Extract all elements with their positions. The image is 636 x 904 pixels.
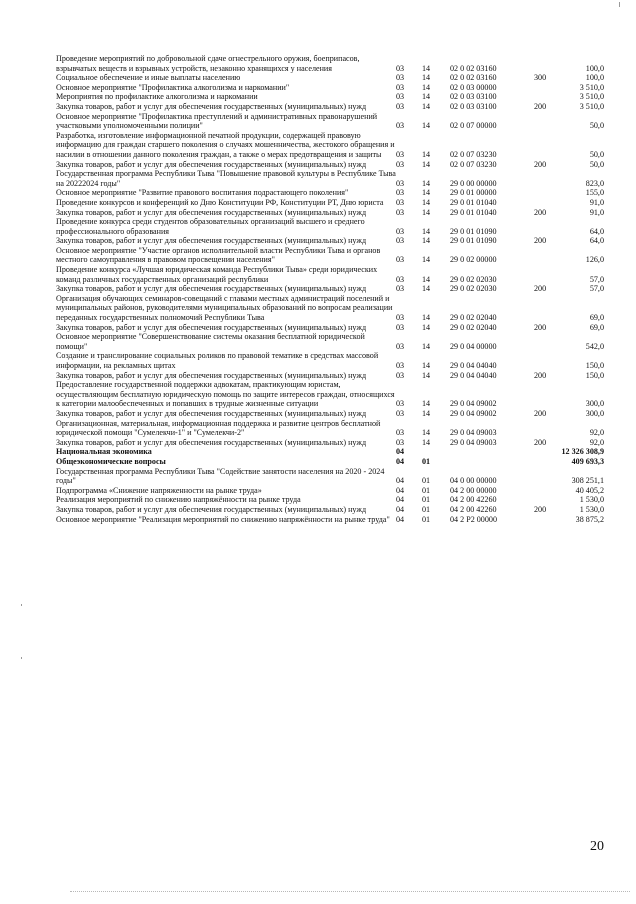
row-amount: 69,0 — [589, 322, 604, 332]
row-amount: 300,0 — [585, 399, 604, 409]
budget-table — [56, 54, 604, 524]
row-section-code: 03 — [396, 361, 405, 370]
row-name: Организация обучающих семинаров-совещаний с главами местных администраций поселений и муниципальных районов, руководителями муниципальных образований по вопросам реализации переданных государственных полномочий Республики Тыва — [56, 293, 393, 323]
row-subsection-code: 14 — [422, 370, 431, 380]
row-target-article: 04 2 00 42260 — [450, 495, 497, 505]
row-expense-type: 200 — [534, 504, 547, 514]
row-target-article: 29 0 04 04040 — [450, 370, 497, 380]
table-row — [56, 447, 604, 457]
scan-mark — [619, 2, 620, 7]
row-expense-type — [534, 188, 560, 198]
row-amount: 57,0 — [589, 284, 604, 294]
row-expense-type: 200 — [534, 322, 547, 332]
row-amount: 823,0 — [585, 178, 604, 188]
row-target-article: 29 0 01 01090 — [450, 226, 497, 236]
row-target-article: 29 0 02 02040 — [450, 313, 497, 323]
row-target-article: 02 0 03 00000 — [450, 82, 497, 92]
row-section-code: 04 — [396, 447, 405, 457]
row-amount: 100,0 — [585, 63, 604, 73]
row-target-article: 02 0 02 03160 — [450, 63, 497, 73]
table-row — [56, 294, 604, 323]
row-expense-type: 200 — [534, 370, 547, 380]
row-target-article: 02 0 07 03230 — [450, 159, 497, 169]
row-amount: 1 530,0 — [579, 495, 604, 505]
row-section-code: 03 — [396, 121, 405, 131]
table-row — [56, 505, 604, 515]
row-target-article: 02 0 02 03160 — [450, 73, 497, 83]
table-row — [56, 380, 604, 409]
row-section-code: 03 — [396, 313, 405, 323]
row-name: Государственная программа Республики Тыва "Содействие занятости населения на 2020 - 2024 годы" — [56, 466, 385, 486]
table-row — [56, 486, 604, 496]
row-subsection-code: 14 — [422, 341, 431, 351]
row-expense-type — [534, 486, 560, 496]
row-expense-type — [534, 467, 560, 486]
row-target-article: 29 0 01 00000 — [450, 188, 497, 198]
row-target-article: 29 0 04 00000 — [450, 341, 497, 351]
row-name: Закупка товаров, работ и услуг для обеспечения государственных (муниципальных) нужд — [56, 408, 367, 418]
row-section-code: 03 — [396, 149, 405, 159]
row-expense-type: 200 — [534, 284, 547, 294]
row-name: Основное мероприятие "Реализация мероприятий по снижению напряжённости на рынке труда" — [56, 514, 390, 524]
row-expense-type — [534, 246, 560, 265]
row-amount: 64,0 — [589, 236, 604, 246]
row-name: Основное мероприятие "Профилактика преступлений и административных правонарушений участковыми уполномоченными полиции" — [56, 111, 378, 131]
row-amount: 1 530,0 — [579, 504, 604, 514]
row-subsection-code: 14 — [422, 159, 431, 169]
row-subsection-code: 14 — [422, 274, 431, 284]
row-subsection-code: 14 — [422, 322, 431, 332]
table-row — [56, 169, 604, 188]
row-expense-type — [534, 380, 560, 409]
row-expense-type — [534, 515, 560, 525]
table-row — [56, 83, 604, 93]
row-name: Проведение мероприятий по добровольной сдаче огнестрельного оружия, боеприпасов, взрывчатых веществ и взрывных устройств, незаконно хранящихся у населения — [56, 54, 360, 73]
row-name: Закупка товаров, работ и услуг для обеспечения государственных (муниципальных) нужд — [56, 101, 367, 111]
row-target-article: 29 0 04 09002 — [450, 399, 497, 409]
row-subsection-code: 14 — [422, 207, 431, 217]
row-subsection-code: 14 — [422, 149, 431, 159]
row-target-article: 02 0 07 03230 — [450, 149, 497, 159]
row-expense-type — [534, 351, 560, 370]
row-expense-type — [534, 131, 560, 160]
row-name: Национальная экономика — [56, 447, 152, 457]
row-subsection-code: 01 — [422, 456, 431, 466]
row-amount: 409 693,3 — [571, 456, 604, 466]
row-section-code: 03 — [396, 437, 405, 447]
table-row — [56, 112, 604, 131]
row-subsection-code: 14 — [422, 82, 431, 92]
row-subsection-code: 14 — [422, 313, 431, 323]
row-name: Закупка товаров, работ и услуг для обеспечения государственных (муниципальных) нужд — [56, 437, 367, 447]
table-row — [56, 409, 604, 419]
row-expense-type: 200 — [534, 408, 547, 418]
row-section-code: 04 — [396, 485, 405, 495]
row-name: Закупка товаров, работ и услуг для обеспечения государственных (муниципальных) нужд — [56, 284, 367, 294]
row-amount: 50,0 — [589, 121, 604, 131]
table-row — [56, 131, 604, 160]
row-subsection-code: 14 — [422, 361, 431, 370]
row-section-code: 03 — [396, 92, 405, 102]
row-target-article: 29 0 04 09003 — [450, 437, 497, 447]
row-amount: 12 326 308,9 — [561, 447, 604, 457]
table-row — [56, 438, 604, 448]
row-expense-type — [534, 169, 560, 188]
table-row — [56, 467, 604, 486]
row-subsection-code: 14 — [422, 188, 431, 198]
row-section-code: 04 — [396, 514, 405, 524]
row-name: Разработка, изготовление информационной печатной продукции, содержащей правовую информацию для граждан старшего поколения о случаях мошенничества, жестокого обращения и насилии в отношении данного поколения граждан, а также о мерах предотвращения и защиты — [56, 130, 395, 159]
row-target-article: 04 2 00 42260 — [450, 504, 497, 514]
row-target-article: 04 2 00 00000 — [450, 485, 497, 495]
row-subsection-code: 01 — [422, 495, 431, 505]
row-name: Проведение конкурса среди студентов образовательных организаций высшего и среднего профессионального образования — [56, 217, 365, 236]
row-target-article: 29 0 04 09003 — [450, 428, 497, 438]
row-section-code: 03 — [396, 370, 405, 380]
budget-table-body — [56, 54, 604, 524]
row-expense-type: 300 — [534, 73, 547, 83]
row-expense-type — [534, 419, 560, 438]
table-row — [56, 419, 604, 438]
row-subsection-code: 14 — [422, 178, 431, 188]
scan-mark — [21, 604, 22, 606]
row-target-article: 29 0 01 01090 — [450, 236, 497, 246]
row-subsection-code: 14 — [422, 284, 431, 294]
row-expense-type — [534, 495, 560, 505]
row-section-code: 03 — [396, 73, 405, 83]
row-amount: 308 251,1 — [571, 476, 604, 486]
table-row — [56, 217, 604, 236]
table-row — [56, 102, 604, 112]
scan-edge-line — [70, 891, 630, 892]
row-target-article: 04 2 P2 00000 — [450, 514, 497, 524]
row-subsection-code: 14 — [422, 92, 431, 102]
row-subsection-code — [422, 447, 450, 457]
row-section-code: 04 — [396, 495, 405, 505]
table-row — [56, 323, 604, 333]
row-section-code: 03 — [396, 341, 405, 351]
row-target-article — [450, 447, 534, 457]
row-amount: 150,0 — [585, 361, 604, 370]
row-name: Подпрограмма «Снижение напряженности на рынке труда» — [56, 485, 262, 495]
row-section-code: 03 — [396, 197, 405, 207]
row-amount: 126,0 — [585, 255, 604, 265]
row-amount: 150,0 — [585, 370, 604, 380]
table-row — [56, 198, 604, 208]
table-row — [56, 457, 604, 467]
table-row — [56, 208, 604, 218]
row-target-article: 02 0 03 03100 — [450, 92, 497, 102]
row-name: Закупка товаров, работ и услуг для обеспечения государственных (муниципальных) нужд — [56, 504, 367, 514]
row-section-code: 03 — [396, 63, 405, 73]
row-subsection-code: 14 — [422, 236, 431, 246]
row-target-article: 29 0 01 01040 — [450, 207, 497, 217]
row-name: Закупка товаров, работ и услуг для обеспечения государственных (муниципальных) нужд — [56, 159, 367, 169]
row-expense-type — [534, 447, 560, 457]
row-subsection-code: 01 — [422, 514, 431, 524]
table-row — [56, 73, 604, 83]
row-expense-type — [534, 198, 560, 208]
table-row — [56, 351, 604, 370]
table-row — [56, 515, 604, 525]
row-expense-type — [534, 92, 560, 102]
row-section-code: 03 — [396, 322, 405, 332]
row-target-article: 29 0 02 02030 — [450, 284, 497, 294]
row-name: Закупка товаров, работ и услуг для обеспечения государственных (муниципальных) нужд — [56, 207, 367, 217]
row-subsection-code: 14 — [422, 73, 431, 83]
row-expense-type: 200 — [534, 437, 547, 447]
row-section-code: 03 — [396, 188, 405, 198]
row-name: Закупка товаров, работ и услуг для обеспечения государственных (муниципальных) нужд — [56, 370, 367, 380]
row-expense-type — [534, 217, 560, 236]
row-section-code: 03 — [396, 284, 405, 294]
row-name: Государственная программа Республики Тыва "Повышение правовой культуры в Республике Тыва на 20222024 годы" — [56, 169, 396, 188]
row-name: Закупка товаров, работ и услуг для обеспечения государственных (муниципальных) нужд — [56, 322, 367, 332]
row-amount: 92,0 — [589, 437, 604, 447]
row-section-code: 03 — [396, 226, 405, 236]
row-subsection-code: 01 — [422, 476, 431, 486]
row-expense-type: 200 — [534, 207, 547, 217]
row-subsection-code: 14 — [422, 63, 431, 73]
row-expense-type — [534, 332, 560, 351]
row-amount: 50,0 — [589, 159, 604, 169]
table-row — [56, 236, 604, 246]
row-name: Создание и транслирование социальных роликов по правовой тематике в средствах массовой информации, на рекламных щитах — [56, 351, 379, 370]
table-row — [56, 188, 604, 198]
row-section-code: 03 — [396, 101, 405, 111]
row-target-article: 29 0 04 04040 — [450, 361, 497, 370]
row-expense-type: 200 — [534, 236, 547, 246]
row-amount: 40 405,2 — [575, 485, 604, 495]
row-amount: 91,0 — [589, 207, 604, 217]
table-row — [56, 92, 604, 102]
table-row — [56, 495, 604, 505]
row-section-code: 03 — [396, 82, 405, 92]
row-subsection-code: 14 — [422, 121, 431, 131]
row-section-code: 03 — [396, 428, 405, 438]
row-subsection-code: 01 — [422, 485, 431, 495]
page-number: 20 — [590, 839, 604, 854]
row-section-code: 04 — [396, 504, 405, 514]
row-amount: 3 510,0 — [579, 101, 604, 111]
row-section-code: 04 — [396, 456, 405, 466]
table-row — [56, 265, 604, 284]
row-name: Организационная, материальная, информационная поддержка и развитие центров бесплатной юридической помощи "Сумелекчи-1" и "Сумелекчи-2" — [56, 418, 381, 438]
row-expense-type — [534, 294, 560, 323]
row-amount: 50,0 — [589, 149, 604, 159]
row-amount: 542,0 — [585, 341, 604, 351]
row-target-article: 29 0 04 09002 — [450, 408, 497, 418]
row-expense-type: 200 — [534, 101, 547, 111]
row-subsection-code: 01 — [422, 504, 431, 514]
table-row — [56, 284, 604, 294]
row-name: Мероприятия по профилактике алкоголизма и наркомании — [56, 92, 258, 102]
row-section-code: 03 — [396, 255, 405, 265]
row-target-article: 29 0 02 02030 — [450, 274, 497, 284]
row-expense-type — [534, 83, 560, 93]
row-name: Реализация мероприятий по снижению напряжённости на рынке труда — [56, 495, 301, 505]
row-amount: 92,0 — [589, 428, 604, 438]
table-row — [56, 160, 604, 170]
row-target-article — [450, 457, 534, 467]
row-subsection-code: 14 — [422, 101, 431, 111]
row-amount: 3 510,0 — [579, 82, 604, 92]
row-amount: 91,0 — [589, 197, 604, 207]
table-row — [56, 54, 604, 73]
row-target-article: 29 0 01 01040 — [450, 197, 497, 207]
row-amount: 155,0 — [585, 188, 604, 198]
row-name: Основное мероприятие "Развитие правового воспитания подрастающего поколения" — [56, 188, 349, 198]
row-amount: 38 875,2 — [575, 514, 604, 524]
row-name: Предоставление государственной поддержки адвокатам, практикующим юристам, осуществляющим бесплатную юридическую помощь по защите интересов граждан, относящихся к категории малообеспеченных и попавших в трудные жизненные ситуации — [56, 380, 395, 409]
row-amount: 100,0 — [585, 73, 604, 83]
scan-mark — [21, 657, 22, 659]
row-section-code: 03 — [396, 178, 405, 188]
row-subsection-code: 14 — [422, 428, 431, 438]
row-name: Проведение конкурса «Лучшая юридическая команда Республики Тыва» среди юридических команд различных государственных организаций республики — [56, 265, 378, 284]
row-section-code: 03 — [396, 399, 405, 409]
row-name: Проведение конкурсов и конференций ко Дню Конституции РФ, Конституции РТ, Дню юриста — [56, 197, 384, 207]
row-target-article: 29 0 00 00000 — [450, 178, 497, 188]
row-target-article: 04 0 00 00000 — [450, 476, 497, 486]
row-amount: 64,0 — [589, 226, 604, 236]
row-section-code: 03 — [396, 159, 405, 169]
row-name: Основное мероприятие "Профилактика алкоголизма и наркомании" — [56, 82, 290, 92]
row-subsection-code: 14 — [422, 226, 431, 236]
row-amount: 69,0 — [589, 313, 604, 323]
row-section-code: 04 — [396, 476, 405, 486]
row-subsection-code: 14 — [422, 255, 431, 265]
row-name: Социальное обеспечение и иные выплаты населению — [56, 73, 241, 83]
row-amount: 57,0 — [589, 274, 604, 284]
row-subsection-code: 14 — [422, 197, 431, 207]
row-subsection-code: 14 — [422, 437, 431, 447]
row-amount: 300,0 — [585, 408, 604, 418]
row-name: Закупка товаров, работ и услуг для обеспечения государственных (муниципальных) нужд — [56, 236, 367, 246]
row-expense-type — [534, 265, 560, 284]
row-subsection-code: 14 — [422, 408, 431, 418]
row-target-article: 02 0 07 00000 — [450, 121, 497, 131]
row-name: Основное мероприятие "Совершенствование системы оказания бесплатной юридической помощи" — [56, 332, 365, 351]
row-expense-type — [534, 54, 560, 73]
row-name: Общеэкономические вопросы — [56, 456, 166, 466]
row-name: Основное мероприятие "Участие органов исполнительной власти Республики Тыва и органов местного самоуправления в правовом просвещении населения" — [56, 245, 381, 265]
row-target-article: 29 0 02 02040 — [450, 322, 497, 332]
table-row — [56, 371, 604, 381]
row-section-code: 03 — [396, 207, 405, 217]
table-row — [56, 246, 604, 265]
table-row — [56, 332, 604, 351]
row-expense-type — [534, 457, 560, 467]
row-amount: 3 510,0 — [579, 92, 604, 102]
row-target-article: 02 0 03 03100 — [450, 101, 497, 111]
row-target-article: 29 0 02 00000 — [450, 255, 497, 265]
row-expense-type: 200 — [534, 159, 547, 169]
row-section-code: 03 — [396, 236, 405, 246]
row-expense-type — [534, 112, 560, 131]
row-section-code: 03 — [396, 274, 405, 284]
row-subsection-code: 14 — [422, 399, 431, 409]
row-section-code: 03 — [396, 408, 405, 418]
